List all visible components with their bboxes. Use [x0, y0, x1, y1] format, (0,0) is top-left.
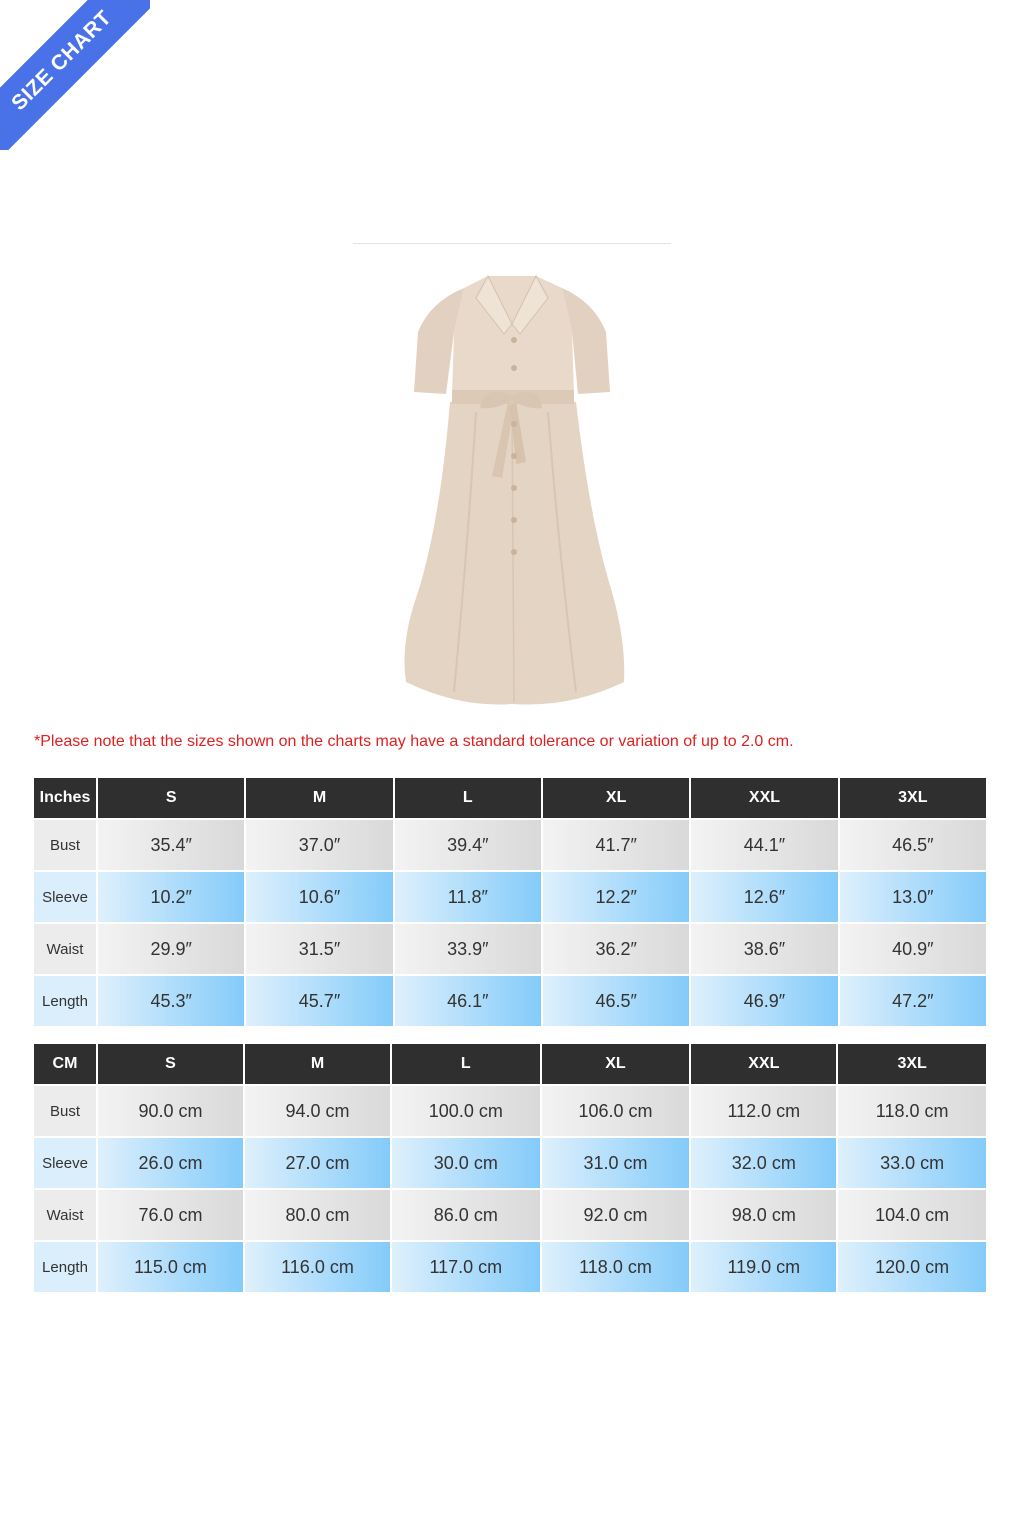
table-cell: 112.0 cm: [691, 1086, 836, 1136]
table-cell: 10.2″: [98, 872, 244, 922]
size-header: XL: [542, 1044, 690, 1084]
table-cell: 40.9″: [840, 924, 986, 974]
table-cell: 26.0 cm: [98, 1138, 243, 1188]
table-row: [34, 872, 986, 922]
table-header-row: [34, 778, 986, 818]
row-label: Bust: [34, 820, 96, 870]
size-header: M: [245, 1044, 390, 1084]
table-cell: 29.9″: [98, 924, 244, 974]
table-cell: 31.5″: [246, 924, 392, 974]
size-header: L: [395, 778, 541, 818]
size-chart-badge: [0, 0, 150, 150]
row-label: Length: [34, 976, 96, 1026]
size-header: XXL: [691, 1044, 836, 1084]
table-cell: 31.0 cm: [542, 1138, 690, 1188]
table-cell: 36.2″: [543, 924, 689, 974]
dress-illustration-icon: [380, 262, 644, 714]
table-cell: 116.0 cm: [245, 1242, 390, 1292]
table-cell: 118.0 cm: [838, 1086, 986, 1136]
table-cell: 44.1″: [691, 820, 837, 870]
table-cell: 30.0 cm: [392, 1138, 540, 1188]
row-label: Bust: [34, 1086, 96, 1136]
size-chart-badge-label: SIZE CHART: [0, 0, 150, 150]
cm-size-table: [32, 1042, 988, 1294]
inches-size-table: [32, 776, 988, 1028]
table-cell: 106.0 cm: [542, 1086, 690, 1136]
table-cell: 76.0 cm: [98, 1190, 243, 1240]
table-cell: 92.0 cm: [542, 1190, 690, 1240]
table-cell: 117.0 cm: [392, 1242, 540, 1292]
table-header-row: [34, 1044, 986, 1084]
table-cell: 27.0 cm: [245, 1138, 390, 1188]
row-label: Waist: [34, 924, 96, 974]
table-row: [34, 820, 986, 870]
table-cell: 35.4″: [98, 820, 244, 870]
size-header: S: [98, 778, 244, 818]
row-label: Length: [34, 1242, 96, 1292]
table-cell: 13.0″: [840, 872, 986, 922]
row-label: Waist: [34, 1190, 96, 1240]
table-cell: 38.6″: [691, 924, 837, 974]
size-header: L: [392, 1044, 540, 1084]
table-cell: 94.0 cm: [245, 1086, 390, 1136]
table-row: [34, 1190, 986, 1240]
table-row: [34, 976, 986, 1026]
size-header: 3XL: [838, 1044, 986, 1084]
table-cell: 86.0 cm: [392, 1190, 540, 1240]
table-cell: 10.6″: [246, 872, 392, 922]
row-label: Sleeve: [34, 1138, 96, 1188]
size-header: S: [98, 1044, 243, 1084]
size-header: XXL: [691, 778, 837, 818]
table-cell: 115.0 cm: [98, 1242, 243, 1292]
table-cell: 46.5″: [840, 820, 986, 870]
table-cell: 33.0 cm: [838, 1138, 986, 1188]
unit-label-cm: CM: [34, 1044, 96, 1084]
table-cell: 45.7″: [246, 976, 392, 1026]
table-row: [34, 1242, 986, 1292]
table-cell: 80.0 cm: [245, 1190, 390, 1240]
product-divider: [353, 243, 671, 244]
table-cell: 12.6″: [691, 872, 837, 922]
table-cell: 46.5″: [543, 976, 689, 1026]
table-cell: 37.0″: [246, 820, 392, 870]
table-cell: 47.2″: [840, 976, 986, 1026]
table-cell: 100.0 cm: [392, 1086, 540, 1136]
table-cell: 11.8″: [395, 872, 541, 922]
table-cell: 118.0 cm: [542, 1242, 690, 1292]
table-cell: 120.0 cm: [838, 1242, 986, 1292]
size-header: XL: [543, 778, 689, 818]
table-row: [34, 1086, 986, 1136]
table-cell: 32.0 cm: [691, 1138, 836, 1188]
table-cell: 46.9″: [691, 976, 837, 1026]
row-label: Sleeve: [34, 872, 96, 922]
table-cell: 104.0 cm: [838, 1190, 986, 1240]
size-header: M: [246, 778, 392, 818]
table-cell: 98.0 cm: [691, 1190, 836, 1240]
table-cell: 90.0 cm: [98, 1086, 243, 1136]
table-cell: 46.1″: [395, 976, 541, 1026]
size-header: 3XL: [840, 778, 986, 818]
table-cell: 119.0 cm: [691, 1242, 836, 1292]
table-cell: 39.4″: [395, 820, 541, 870]
table-cell: 41.7″: [543, 820, 689, 870]
table-row: [34, 1138, 986, 1188]
tolerance-note: *Please note that the sizes shown on the charts may have a standard tolerance or variation of up to 2.0 cm.: [34, 733, 794, 750]
unit-label-inches: Inches: [34, 778, 96, 818]
table-cell: 45.3″: [98, 976, 244, 1026]
table-cell: 33.9″: [395, 924, 541, 974]
table-row: [34, 924, 986, 974]
table-cell: 12.2″: [543, 872, 689, 922]
